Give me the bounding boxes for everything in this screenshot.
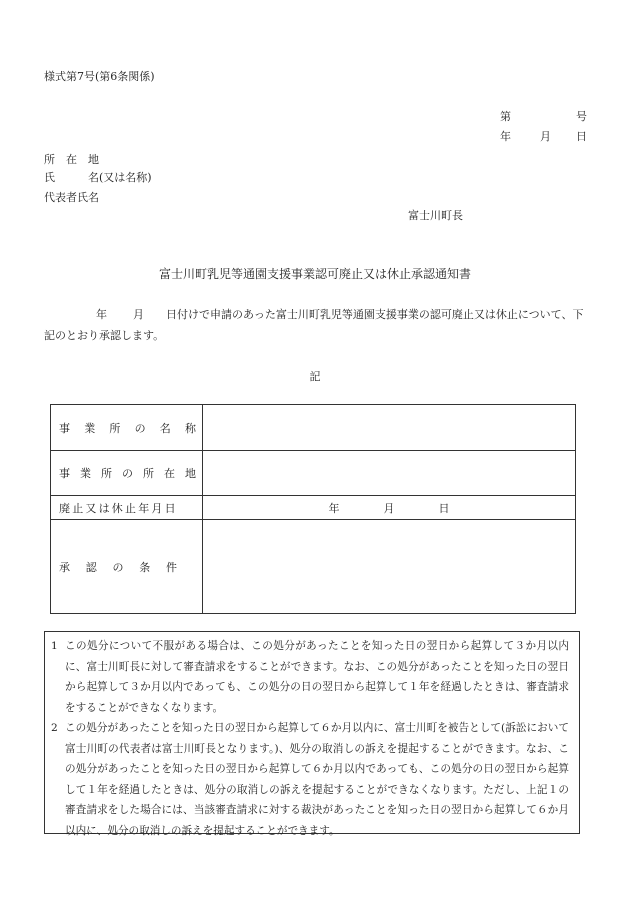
doc-number-suffix: 号	[576, 110, 587, 123]
table-row	[51, 451, 576, 496]
notice-number: 1	[51, 640, 58, 652]
date-year-label: 年	[500, 130, 511, 143]
representative-label: 代表者氏名	[44, 191, 99, 204]
closure-date-field[interactable]	[203, 496, 576, 520]
notice-text: この処分があったことを知った日の翌日から起算して６か月以内に、富士川町を被告として(訴訟において富士川町の代表者は富士川町長となります。)、処分の取消しの訴えを提起することができます。なお、この処分があったことを知った日の翌日から起算して６か月以内であっても、この処分の日の翌日から起算して１年を経過したときは、処分の取消しの訴えを提起することができなくなります。ただし、上記１の審査請求をした場合には、当該審査請求に対する裁決があったことを知った日の翌日から起算して６か月以内に、処分の取消しの訴えを提起することができます。	[65, 722, 569, 837]
notice-number: 2	[51, 722, 58, 734]
ki-heading: 記	[309, 370, 321, 383]
document-title: 富士川町乳児等通園支援事業認可廃止又は休止承認通知書	[158, 267, 471, 281]
details-table	[50, 404, 576, 614]
date-day-label: 日	[576, 130, 587, 143]
office-address-field[interactable]	[203, 451, 576, 496]
address-label: 所 在 地	[44, 153, 99, 166]
name-label: 氏 名(又は名称)	[44, 171, 152, 184]
appeal-notice-box	[44, 631, 580, 837]
office-address-label: 事 業 所 の 所 在 地	[51, 451, 203, 496]
date-month-label: 月	[540, 130, 551, 143]
closure-day: 日	[438, 501, 450, 515]
notice-item	[51, 718, 569, 841]
office-name-field[interactable]	[203, 405, 576, 451]
doc-number-label: 第	[500, 110, 511, 123]
body-month: 月	[133, 308, 144, 321]
closure-date-label: 廃止又は休止年月日	[51, 496, 203, 520]
table-row	[51, 520, 576, 614]
approval-conditions-field[interactable]	[203, 520, 576, 614]
office-name-label: 事 業 所 の 名 称	[51, 405, 203, 451]
approval-conditions-label: 承 認 の 条 件	[51, 520, 203, 614]
closure-year: 年	[328, 501, 340, 515]
form-number: 様式第7号(第6条関係)	[44, 70, 155, 83]
closure-month: 月	[383, 501, 395, 515]
notice-item	[51, 636, 569, 718]
table-row	[51, 496, 576, 520]
table-row	[51, 405, 576, 451]
body-text: 日付けで申請のあった富士川町乳児等通園支援事業の認可廃止又は休止について、下記のとおり承認します。	[44, 308, 584, 342]
issuer-name: 富士川町長	[408, 209, 463, 222]
body-paragraph	[44, 304, 586, 346]
body-year: 年	[96, 308, 107, 321]
notice-text: この処分について不服がある場合は、この処分があったことを知った日の翌日から起算して３か月以内に、富士川町長に対して審査請求をすることができます。なお、この処分があったことを知った日の翌日から起算して３か月以内であっても、この処分の日の翌日から起算して１年を経過したときは、審査請求をすることができなくなります。	[65, 640, 569, 714]
